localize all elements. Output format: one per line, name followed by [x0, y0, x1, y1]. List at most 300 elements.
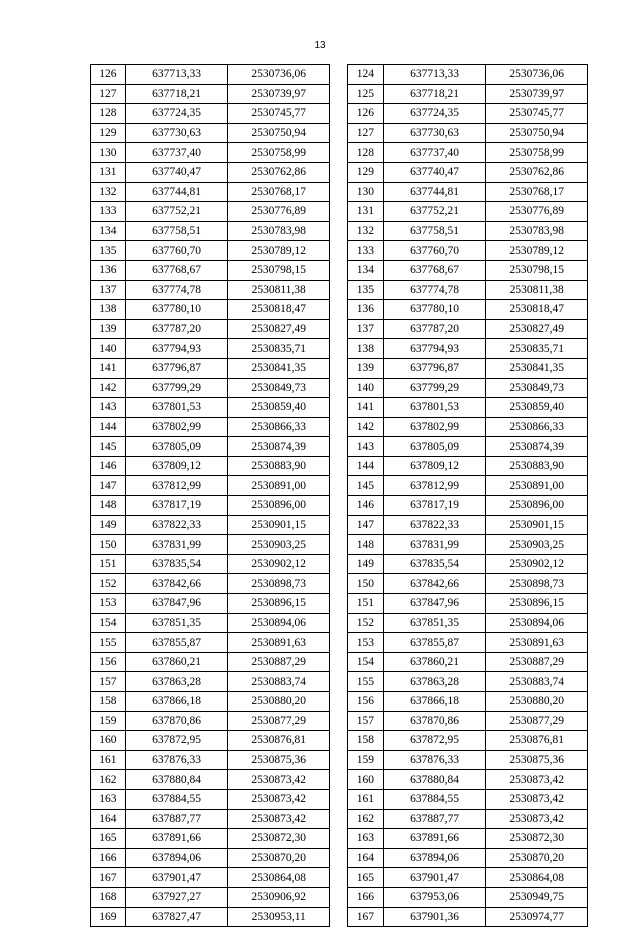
table-row [91, 300, 330, 320]
table-row [348, 711, 588, 731]
table-row [91, 280, 330, 300]
table-row [348, 652, 588, 672]
table-row [91, 143, 330, 163]
table-row [348, 339, 588, 359]
x-coordinate-cell: 637718,21 [125, 84, 228, 104]
point-number-cell: 131 [348, 202, 384, 222]
point-number-cell: 124 [348, 65, 384, 85]
y-coordinate-cell: 2530883,90 [228, 456, 330, 476]
table-row [91, 476, 330, 496]
y-coordinate-cell: 2530974,77 [486, 907, 588, 927]
point-number-cell: 161 [91, 750, 126, 770]
point-number-cell: 157 [348, 711, 384, 731]
y-coordinate-cell: 2530901,15 [228, 515, 330, 535]
x-coordinate-cell: 637835,54 [125, 554, 228, 574]
y-coordinate-cell: 2530750,94 [228, 123, 330, 143]
x-coordinate-cell: 637901,47 [125, 868, 228, 888]
x-coordinate-cell: 637901,36 [383, 907, 486, 927]
y-coordinate-cell: 2530835,71 [228, 339, 330, 359]
x-coordinate-cell: 637953,06 [383, 887, 486, 907]
coordinates-table-right-body [348, 65, 588, 927]
y-coordinate-cell: 2530866,33 [486, 417, 588, 437]
point-number-cell: 144 [348, 456, 384, 476]
point-number-cell: 144 [91, 417, 126, 437]
table-row [91, 378, 330, 398]
x-coordinate-cell: 637805,09 [125, 437, 228, 457]
x-coordinate-cell: 637870,86 [383, 711, 486, 731]
point-number-cell: 139 [91, 319, 126, 339]
table-row [348, 202, 588, 222]
y-coordinate-cell: 2530762,86 [486, 162, 588, 182]
table-row [91, 750, 330, 770]
x-coordinate-cell: 637831,99 [125, 535, 228, 555]
table-row [91, 731, 330, 751]
table-row [348, 65, 588, 85]
y-coordinate-cell: 2530783,98 [486, 221, 588, 241]
x-coordinate-cell: 637799,29 [125, 378, 228, 398]
y-coordinate-cell: 2530872,30 [228, 829, 330, 849]
table-row [348, 104, 588, 124]
y-coordinate-cell: 2530898,73 [228, 574, 330, 594]
x-coordinate-cell: 637847,96 [125, 594, 228, 614]
table-row [348, 789, 588, 809]
point-number-cell: 138 [348, 339, 384, 359]
y-coordinate-cell: 2530873,42 [228, 789, 330, 809]
y-coordinate-cell: 2530872,30 [486, 829, 588, 849]
y-coordinate-cell: 2530776,89 [228, 202, 330, 222]
y-coordinate-cell: 2530783,98 [228, 221, 330, 241]
point-number-cell: 127 [91, 84, 126, 104]
y-coordinate-cell: 2530880,20 [486, 692, 588, 712]
y-coordinate-cell: 2530798,15 [228, 260, 330, 280]
y-coordinate-cell: 2530873,42 [486, 789, 588, 809]
point-number-cell: 155 [91, 633, 126, 653]
point-number-cell: 142 [348, 417, 384, 437]
y-coordinate-cell: 2530953,11 [228, 907, 330, 927]
x-coordinate-cell: 637927,27 [125, 887, 228, 907]
x-coordinate-cell: 637752,21 [125, 202, 228, 222]
x-coordinate-cell: 637768,67 [383, 260, 486, 280]
point-number-cell: 165 [91, 829, 126, 849]
x-coordinate-cell: 637831,99 [383, 535, 486, 555]
point-number-cell: 156 [91, 652, 126, 672]
table-row [91, 613, 330, 633]
x-coordinate-cell: 637796,87 [383, 358, 486, 378]
point-number-cell: 149 [91, 515, 126, 535]
table-row [348, 594, 588, 614]
table-row [91, 535, 330, 555]
x-coordinate-cell: 637880,84 [125, 770, 228, 790]
point-number-cell: 126 [91, 65, 126, 85]
y-coordinate-cell: 2530896,00 [228, 496, 330, 516]
table-row [91, 554, 330, 574]
table-row [348, 319, 588, 339]
x-coordinate-cell: 637787,20 [125, 319, 228, 339]
point-number-cell: 141 [348, 398, 384, 418]
x-coordinate-cell: 637822,33 [383, 515, 486, 535]
y-coordinate-cell: 2530883,90 [486, 456, 588, 476]
table-row [348, 750, 588, 770]
table-row [348, 515, 588, 535]
point-number-cell: 160 [91, 731, 126, 751]
table-row [348, 809, 588, 829]
y-coordinate-cell: 2530891,63 [228, 633, 330, 653]
table-row [91, 84, 330, 104]
y-coordinate-cell: 2530758,99 [228, 143, 330, 163]
table-row [91, 692, 330, 712]
table-row [348, 358, 588, 378]
y-coordinate-cell: 2530859,40 [486, 398, 588, 418]
table-row [91, 594, 330, 614]
point-number-cell: 155 [348, 672, 384, 692]
point-number-cell: 156 [348, 692, 384, 712]
x-coordinate-cell: 637894,06 [125, 848, 228, 868]
table-row [348, 613, 588, 633]
table-row [91, 241, 330, 261]
y-coordinate-cell: 2530841,35 [228, 358, 330, 378]
point-number-cell: 130 [348, 182, 384, 202]
y-coordinate-cell: 2530894,06 [228, 613, 330, 633]
x-coordinate-cell: 637737,40 [383, 143, 486, 163]
point-number-cell: 127 [348, 123, 384, 143]
point-number-cell: 143 [348, 437, 384, 457]
point-number-cell: 167 [348, 907, 384, 927]
y-coordinate-cell: 2530877,29 [228, 711, 330, 731]
y-coordinate-cell: 2530896,15 [486, 594, 588, 614]
x-coordinate-cell: 637880,84 [383, 770, 486, 790]
point-number-cell: 150 [91, 535, 126, 555]
table-row [91, 437, 330, 457]
table-row [91, 515, 330, 535]
point-number-cell: 145 [348, 476, 384, 496]
y-coordinate-cell: 2530750,94 [486, 123, 588, 143]
table-row [91, 358, 330, 378]
table-row [91, 868, 330, 888]
y-coordinate-cell: 2530736,06 [486, 65, 588, 85]
x-coordinate-cell: 637780,10 [125, 300, 228, 320]
y-coordinate-cell: 2530762,86 [228, 162, 330, 182]
y-coordinate-cell: 2530758,99 [486, 143, 588, 163]
y-coordinate-cell: 2530870,20 [228, 848, 330, 868]
x-coordinate-cell: 637894,06 [383, 848, 486, 868]
x-coordinate-cell: 637842,66 [125, 574, 228, 594]
x-coordinate-cell: 637887,77 [383, 809, 486, 829]
y-coordinate-cell: 2530789,12 [228, 241, 330, 261]
y-coordinate-cell: 2530875,36 [486, 750, 588, 770]
point-number-cell: 136 [348, 300, 384, 320]
point-number-cell: 132 [348, 221, 384, 241]
y-coordinate-cell: 2530739,97 [486, 84, 588, 104]
table-row [348, 221, 588, 241]
point-number-cell: 125 [348, 84, 384, 104]
table-row [348, 280, 588, 300]
x-coordinate-cell: 637758,51 [383, 221, 486, 241]
x-coordinate-cell: 637724,35 [383, 104, 486, 124]
x-coordinate-cell: 637812,99 [125, 476, 228, 496]
table-row [348, 300, 588, 320]
x-coordinate-cell: 637801,53 [383, 398, 486, 418]
table-row [348, 398, 588, 418]
y-coordinate-cell: 2530876,81 [486, 731, 588, 751]
x-coordinate-cell: 637876,33 [125, 750, 228, 770]
point-number-cell: 148 [348, 535, 384, 555]
point-number-cell: 153 [348, 633, 384, 653]
y-coordinate-cell: 2530894,06 [486, 613, 588, 633]
y-coordinate-cell: 2530901,15 [486, 515, 588, 535]
point-number-cell: 130 [91, 143, 126, 163]
y-coordinate-cell: 2530736,06 [228, 65, 330, 85]
y-coordinate-cell: 2530883,74 [486, 672, 588, 692]
table-row [91, 104, 330, 124]
x-coordinate-cell: 637872,95 [125, 731, 228, 751]
x-coordinate-cell: 637822,33 [125, 515, 228, 535]
x-coordinate-cell: 637891,66 [125, 829, 228, 849]
point-number-cell: 165 [348, 868, 384, 888]
y-coordinate-cell: 2530849,73 [486, 378, 588, 398]
y-coordinate-cell: 2530870,20 [486, 848, 588, 868]
x-coordinate-cell: 637768,67 [125, 260, 228, 280]
table-row [348, 260, 588, 280]
point-number-cell: 159 [348, 750, 384, 770]
point-number-cell: 152 [348, 613, 384, 633]
y-coordinate-cell: 2530768,17 [228, 182, 330, 202]
y-coordinate-cell: 2530891,00 [486, 476, 588, 496]
x-coordinate-cell: 637760,70 [125, 241, 228, 261]
table-row [91, 848, 330, 868]
table-row [348, 535, 588, 555]
x-coordinate-cell: 637740,47 [125, 162, 228, 182]
y-coordinate-cell: 2530874,39 [486, 437, 588, 457]
x-coordinate-cell: 637884,55 [125, 789, 228, 809]
x-coordinate-cell: 637737,40 [125, 143, 228, 163]
y-coordinate-cell: 2530768,17 [486, 182, 588, 202]
x-coordinate-cell: 637752,21 [383, 202, 486, 222]
point-number-cell: 134 [91, 221, 126, 241]
y-coordinate-cell: 2530880,20 [228, 692, 330, 712]
point-number-cell: 162 [348, 809, 384, 829]
point-number-cell: 146 [348, 496, 384, 516]
x-coordinate-cell: 637835,54 [383, 554, 486, 574]
y-coordinate-cell: 2530887,29 [486, 652, 588, 672]
y-coordinate-cell: 2530818,47 [228, 300, 330, 320]
point-number-cell: 140 [348, 378, 384, 398]
x-coordinate-cell: 637884,55 [383, 789, 486, 809]
table-row [348, 770, 588, 790]
y-coordinate-cell: 2530873,42 [486, 809, 588, 829]
y-coordinate-cell: 2530883,74 [228, 672, 330, 692]
point-number-cell: 151 [91, 554, 126, 574]
y-coordinate-cell: 2530896,00 [486, 496, 588, 516]
table-row [348, 868, 588, 888]
point-number-cell: 133 [348, 241, 384, 261]
table-row [348, 829, 588, 849]
point-number-cell: 134 [348, 260, 384, 280]
table-row [348, 633, 588, 653]
table-row [348, 456, 588, 476]
table-row [348, 476, 588, 496]
y-coordinate-cell: 2530873,42 [228, 770, 330, 790]
table-row [91, 260, 330, 280]
table-row [348, 437, 588, 457]
y-coordinate-cell: 2530859,40 [228, 398, 330, 418]
point-number-cell: 164 [91, 809, 126, 829]
x-coordinate-cell: 637718,21 [383, 84, 486, 104]
table-row [348, 554, 588, 574]
x-coordinate-cell: 637758,51 [125, 221, 228, 241]
x-coordinate-cell: 637851,35 [383, 613, 486, 633]
y-coordinate-cell: 2530827,49 [228, 319, 330, 339]
x-coordinate-cell: 637860,21 [383, 652, 486, 672]
table-row [348, 123, 588, 143]
y-coordinate-cell: 2530898,73 [486, 574, 588, 594]
y-coordinate-cell: 2530849,73 [228, 378, 330, 398]
x-coordinate-cell: 637802,99 [125, 417, 228, 437]
point-number-cell: 136 [91, 260, 126, 280]
table-row [91, 829, 330, 849]
y-coordinate-cell: 2530902,12 [486, 554, 588, 574]
y-coordinate-cell: 2530903,25 [486, 535, 588, 555]
x-coordinate-cell: 637842,66 [383, 574, 486, 594]
table-row [91, 711, 330, 731]
table-row [348, 241, 588, 261]
point-number-cell: 128 [348, 143, 384, 163]
point-number-cell: 154 [91, 613, 126, 633]
x-coordinate-cell: 637901,47 [383, 868, 486, 888]
table-row [348, 378, 588, 398]
table-row [91, 182, 330, 202]
y-coordinate-cell: 2530811,38 [228, 280, 330, 300]
point-number-cell: 138 [91, 300, 126, 320]
x-coordinate-cell: 637801,53 [125, 398, 228, 418]
y-coordinate-cell: 2530891,63 [486, 633, 588, 653]
y-coordinate-cell: 2530835,71 [486, 339, 588, 359]
point-number-cell: 163 [348, 829, 384, 849]
y-coordinate-cell: 2530876,81 [228, 731, 330, 751]
x-coordinate-cell: 637794,93 [125, 339, 228, 359]
x-coordinate-cell: 637887,77 [125, 809, 228, 829]
table-row [348, 417, 588, 437]
y-coordinate-cell: 2530811,38 [486, 280, 588, 300]
x-coordinate-cell: 637787,20 [383, 319, 486, 339]
x-coordinate-cell: 637851,35 [125, 613, 228, 633]
table-row [91, 633, 330, 653]
table-row [91, 574, 330, 594]
table-row [348, 731, 588, 751]
y-coordinate-cell: 2530841,35 [486, 358, 588, 378]
x-coordinate-cell: 637730,63 [125, 123, 228, 143]
table-row [348, 496, 588, 516]
table-row [91, 789, 330, 809]
y-coordinate-cell: 2530827,49 [486, 319, 588, 339]
table-row [91, 398, 330, 418]
x-coordinate-cell: 637891,66 [383, 829, 486, 849]
point-number-cell: 163 [91, 789, 126, 809]
x-coordinate-cell: 637872,95 [383, 731, 486, 751]
x-coordinate-cell: 637730,63 [383, 123, 486, 143]
y-coordinate-cell: 2530902,12 [228, 554, 330, 574]
x-coordinate-cell: 637724,35 [125, 104, 228, 124]
y-coordinate-cell: 2530818,47 [486, 300, 588, 320]
y-coordinate-cell: 2530864,08 [486, 868, 588, 888]
point-number-cell: 141 [91, 358, 126, 378]
coordinates-table-left-body [91, 65, 330, 927]
y-coordinate-cell: 2530896,15 [228, 594, 330, 614]
point-number-cell: 146 [91, 456, 126, 476]
table-row [348, 162, 588, 182]
y-coordinate-cell: 2530873,42 [228, 809, 330, 829]
table-row [91, 907, 330, 927]
x-coordinate-cell: 637744,81 [383, 182, 486, 202]
point-number-cell: 168 [91, 887, 126, 907]
point-number-cell: 128 [91, 104, 126, 124]
point-number-cell: 137 [91, 280, 126, 300]
x-coordinate-cell: 637713,33 [125, 65, 228, 85]
y-coordinate-cell: 2530776,89 [486, 202, 588, 222]
table-row [348, 692, 588, 712]
point-number-cell: 142 [91, 378, 126, 398]
point-number-cell: 158 [91, 692, 126, 712]
point-number-cell: 166 [348, 887, 384, 907]
point-number-cell: 135 [91, 241, 126, 261]
x-coordinate-cell: 637827,47 [125, 907, 228, 927]
point-number-cell: 160 [348, 770, 384, 790]
point-number-cell: 137 [348, 319, 384, 339]
y-coordinate-cell: 2530789,12 [486, 241, 588, 261]
x-coordinate-cell: 637876,33 [383, 750, 486, 770]
table-row [348, 574, 588, 594]
y-coordinate-cell: 2530864,08 [228, 868, 330, 888]
table-row [91, 672, 330, 692]
x-coordinate-cell: 637796,87 [125, 358, 228, 378]
page-number: 13 [314, 40, 326, 51]
point-number-cell: 129 [348, 162, 384, 182]
x-coordinate-cell: 637863,28 [125, 672, 228, 692]
table-row [348, 84, 588, 104]
coordinates-table-left [90, 64, 330, 927]
table-row [91, 162, 330, 182]
point-number-cell: 147 [348, 515, 384, 535]
table-row [91, 202, 330, 222]
y-coordinate-cell: 2530949,75 [486, 887, 588, 907]
x-coordinate-cell: 637794,93 [383, 339, 486, 359]
point-number-cell: 129 [91, 123, 126, 143]
table-row [348, 848, 588, 868]
x-coordinate-cell: 637799,29 [383, 378, 486, 398]
y-coordinate-cell: 2530877,29 [486, 711, 588, 731]
table-row [91, 65, 330, 85]
table-row [91, 809, 330, 829]
point-number-cell: 158 [348, 731, 384, 751]
y-coordinate-cell: 2530798,15 [486, 260, 588, 280]
point-number-cell: 132 [91, 182, 126, 202]
x-coordinate-cell: 637780,10 [383, 300, 486, 320]
y-coordinate-cell: 2530745,77 [228, 104, 330, 124]
table-row [348, 672, 588, 692]
x-coordinate-cell: 637805,09 [383, 437, 486, 457]
x-coordinate-cell: 637809,12 [383, 456, 486, 476]
x-coordinate-cell: 637860,21 [125, 652, 228, 672]
point-number-cell: 166 [91, 848, 126, 868]
x-coordinate-cell: 637863,28 [383, 672, 486, 692]
table-row [91, 496, 330, 516]
point-number-cell: 139 [348, 358, 384, 378]
point-number-cell: 150 [348, 574, 384, 594]
x-coordinate-cell: 637812,99 [383, 476, 486, 496]
point-number-cell: 135 [348, 280, 384, 300]
point-number-cell: 164 [348, 848, 384, 868]
y-coordinate-cell: 2530903,25 [228, 535, 330, 555]
x-coordinate-cell: 637870,86 [125, 711, 228, 731]
